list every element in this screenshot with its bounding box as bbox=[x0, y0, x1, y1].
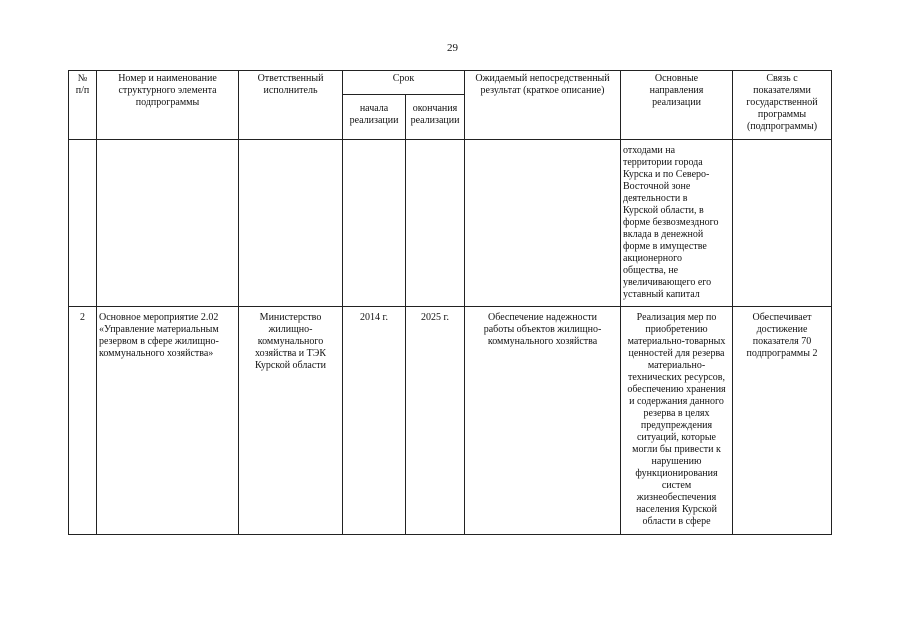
cell-num: 2 bbox=[69, 307, 97, 535]
cell-element: Основное мероприятие 2.02 «Управление материальным резервом в сфере жилищно- коммунального хозяйства» bbox=[97, 307, 239, 535]
header-term-start: начала реализации bbox=[343, 95, 406, 140]
table-row bbox=[69, 307, 832, 535]
cell-executor: Министерство жилищно- коммунального хозяйства и ТЭК Курской области bbox=[239, 307, 343, 535]
subprogram-table bbox=[68, 70, 832, 535]
header-directions: Основные направления реализации bbox=[621, 71, 733, 140]
header-term-end: окончания реализации bbox=[406, 95, 465, 140]
cell-directions: отходами на территории города Курска и по Северо- Восточной зоне деятельности в Курской области, в форме безвозмездного вклада в денежной форме в имуществе акционерного общества, не увеличивающего его уставный капитал bbox=[621, 140, 733, 307]
cell-directions: Реализация мер по приобретению материально-товарных ценностей для резерва материально- технических ресурсов, обеспечению хранения и содержания данного резерва в целях предупреждения ситуаций, которые могли бы привести к нарушению функционирования систем жизнеобеспечения населения Курской области в сфере bbox=[621, 307, 733, 535]
page-number: 29 bbox=[447, 42, 458, 54]
cell-result: Обеспечение надежности работы объектов жилищно- коммунального хозяйства bbox=[465, 307, 621, 535]
header-link: Связь с показателями государственной программы (подпрограммы) bbox=[733, 71, 832, 140]
header-num: № п/п bbox=[69, 71, 97, 140]
cell-executor bbox=[239, 140, 343, 307]
cell-end: 2025 г. bbox=[406, 307, 465, 535]
cell-num bbox=[69, 140, 97, 307]
cell-link: Обеспечивает достижение показателя 70 подпрограммы 2 bbox=[733, 307, 832, 535]
header-element: Номер и наименование структурного элемента подпрограммы bbox=[97, 71, 239, 140]
header-term: Срок bbox=[343, 71, 465, 95]
cell-end bbox=[406, 140, 465, 307]
table-row bbox=[69, 140, 832, 307]
cell-result bbox=[465, 140, 621, 307]
cell-link bbox=[733, 140, 832, 307]
cell-start: 2014 г. bbox=[343, 307, 406, 535]
header-result: Ожидаемый непосредственный результат (краткое описание) bbox=[465, 71, 621, 140]
header-executor: Ответственный исполнитель bbox=[239, 71, 343, 140]
cell-start bbox=[343, 140, 406, 307]
cell-element bbox=[97, 140, 239, 307]
header-row bbox=[69, 71, 832, 95]
